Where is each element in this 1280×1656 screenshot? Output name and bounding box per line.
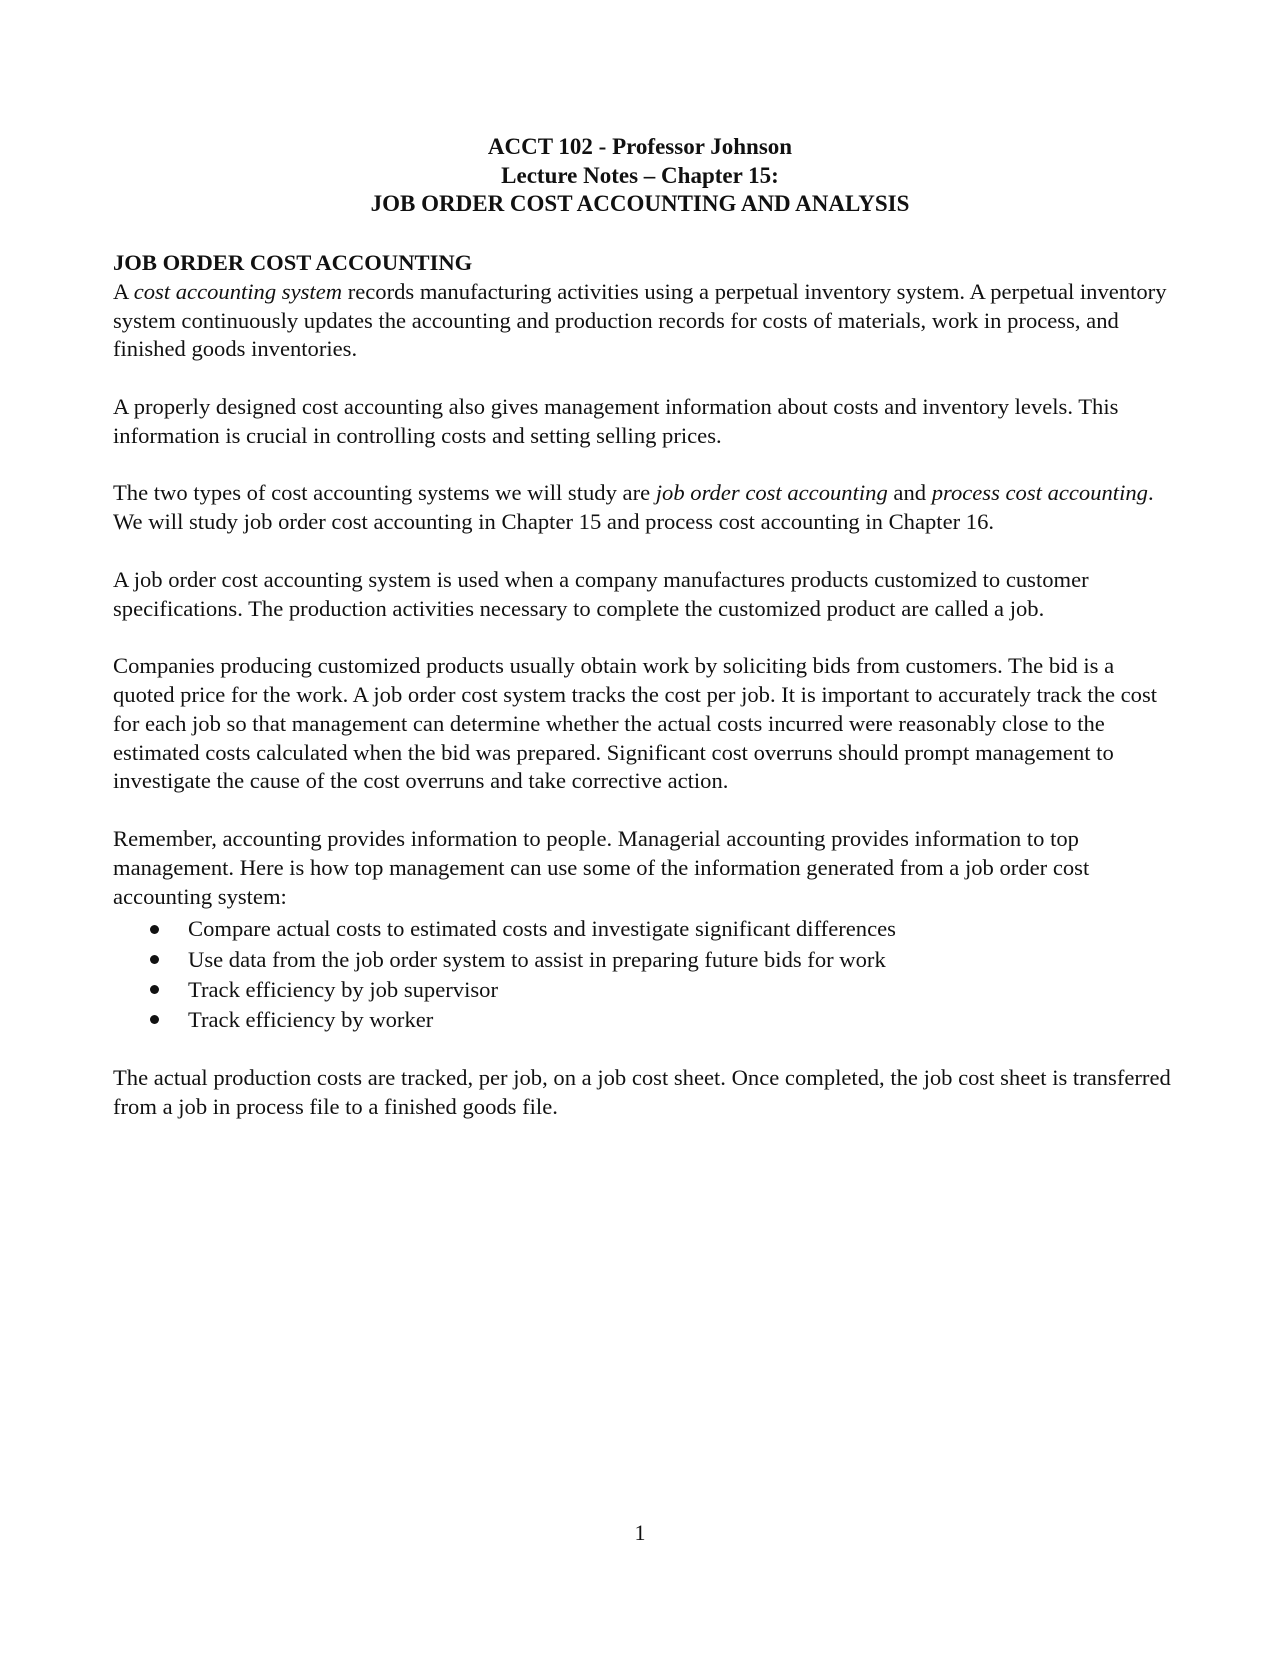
course-title: ACCT 102 - Professor Johnson — [487, 134, 793, 159]
list-item — [113, 945, 1173, 975]
italic-term: job order cost accounting — [655, 480, 888, 506]
italic-term: cost accounting system — [133, 278, 343, 304]
paragraph-remember: Remember, accounting provides information to people. Managerial accounting provides information to top management. Here is how top management can use some of the information generated from a job order cost accounting system: — [113, 825, 1090, 909]
document-body — [113, 249, 1173, 1150]
list-item-text: Track efficiency by job supervisor — [188, 976, 498, 1002]
paragraph-text: records manufacturing activities using a perpetual inventory system. A perpetual inventory system continuously updates the accounting and production records for costs of materials, work in process, and finished goods inventories. — [113, 278, 1167, 362]
list-item-text: Compare actual costs to estimated costs and investigate significant differences — [188, 916, 896, 942]
paragraph-text: and — [887, 480, 932, 506]
list-item-text: Track efficiency by worker — [188, 1006, 434, 1032]
paragraph-text: The two types of cost accounting systems we will study are — [113, 480, 656, 506]
bullet-icon — [149, 975, 159, 1005]
list-item-text: Use data from the job order system to assist in preparing future bids for work — [188, 946, 886, 972]
chapter-title: JOB ORDER COST ACCOUNTING AND ANALYSIS — [370, 191, 910, 216]
lecture-notes-title: Lecture Notes – Chapter 15: — [501, 162, 779, 188]
paragraph-job-cost-sheet: The actual production costs are tracked, per job, on a job cost sheet. Once completed, the job cost sheet is transferred from a job in process file to a finished goods file. — [113, 1064, 1171, 1119]
paragraph-text: A — [113, 278, 134, 304]
paragraph-text: . We will study job order cost accounting in Chapter 15 and process cost accounting in Chapter 16. — [113, 480, 1154, 535]
page-number: 1 — [634, 1520, 646, 1545]
list-item — [113, 914, 1173, 944]
italic-term: process cost accounting — [931, 480, 1148, 506]
bullet-icon — [149, 945, 159, 975]
list-item — [113, 1005, 1173, 1035]
list-item — [113, 975, 1173, 1005]
bullet-icon — [149, 1005, 159, 1035]
paragraph-cost-accounting-system — [113, 278, 1173, 364]
bullet-list — [113, 914, 1173, 1035]
paragraph-job-order-system: A job order cost accounting system is used when a company manufactures products customized to customer specifications. The production activities necessary to complete the customized product are called a job. — [113, 566, 1089, 621]
document-header — [0, 133, 1280, 219]
paragraph-customized-products: Companies producing customized products usually obtain work by soliciting bids from customers. The bid is a quoted price for the work. A job order cost system tracks the cost per job. It is important to accurately track the cost for each job so that management can determine whether the actual costs incurred were reasonably close to the estimated costs calculated when the bid was prepared. Significant cost overruns should prompt management to investigate the cause of the cost overruns and take corrective action. — [113, 653, 1158, 794]
paragraph-two-types — [113, 479, 1173, 537]
section-heading: JOB ORDER COST ACCOUNTING — [113, 250, 473, 275]
bullet-icon — [149, 914, 159, 944]
paragraph-properly-designed: A properly designed cost accounting also gives management information about costs and inventory levels. This information is crucial in controlling costs and setting selling prices. — [113, 393, 1119, 448]
